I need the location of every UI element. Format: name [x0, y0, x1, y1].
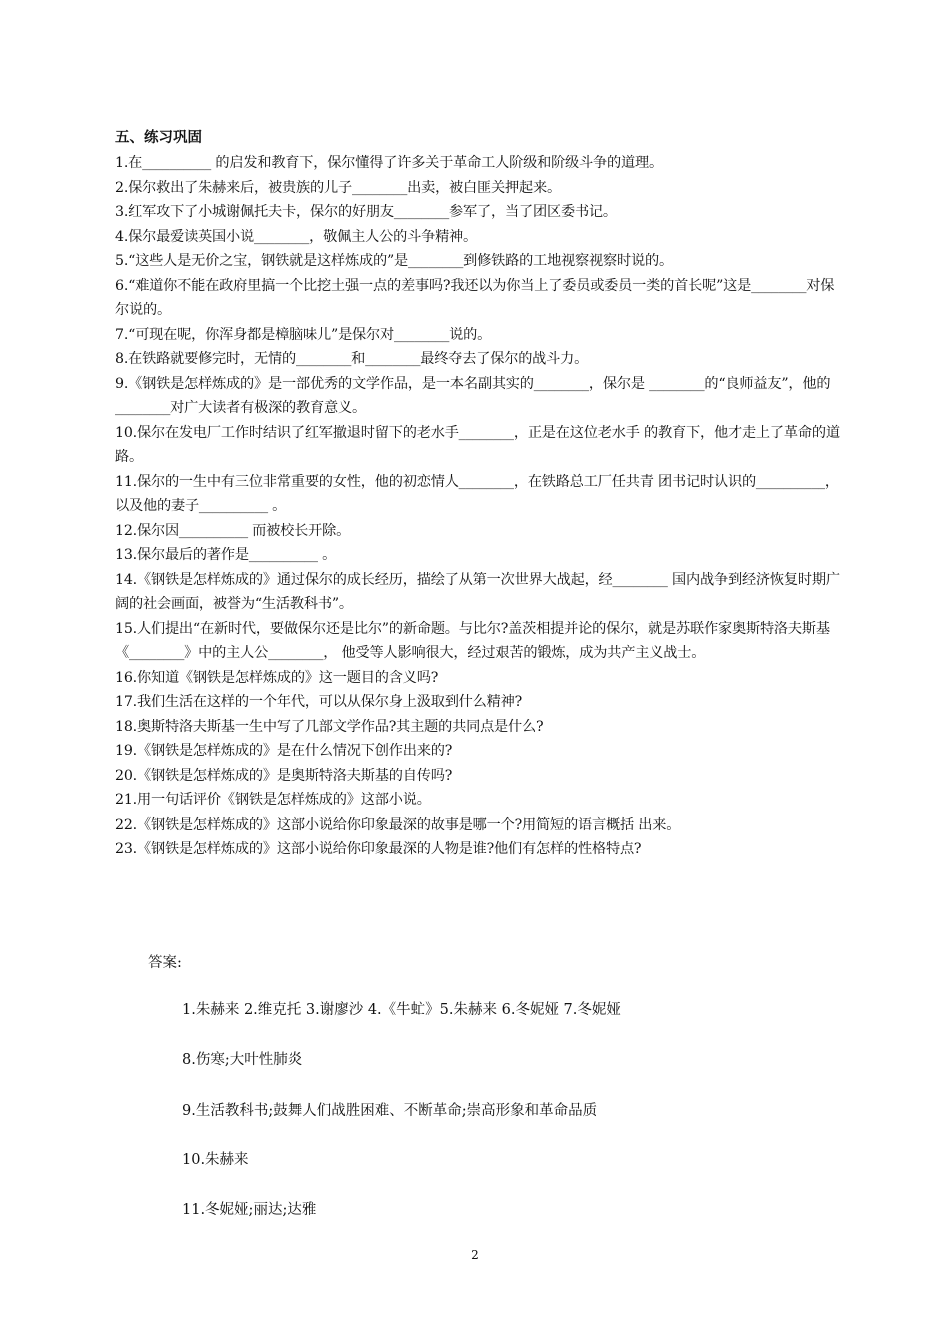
- answer-line: 10.朱赫来: [182, 1152, 249, 1168]
- question-item: 21.用一句话评价《钢铁是怎样炼成的》这部小说。: [115, 792, 431, 808]
- answer-line: 8.伤寒;大叶性肺炎: [182, 1052, 303, 1068]
- question-item: 10.保尔在发电厂工作时结识了红军撤退时留下的老水手________，正是在这位老水手 的教育下，他才走上了革命的道路。: [115, 424, 840, 465]
- question-item: 20.《钢铁是怎样炼成的》是奥斯特洛夫斯基的自传吗?: [115, 767, 453, 784]
- question-item: 12.保尔因__________ 而被校长开除。: [115, 522, 351, 539]
- question-item: 23.《钢铁是怎样炼成的》这部小说给你印象最深的人物是谁?他们有怎样的性格特点?: [115, 841, 642, 857]
- answer-line: 11.冬妮娅;丽达;达雅: [182, 1202, 317, 1218]
- section-title: 五、练习巩固: [115, 130, 202, 146]
- question-item: 16.你知道《钢铁是怎样炼成的》这一题目的含义吗?: [115, 669, 439, 686]
- question-item: 15.人们提出“在新时代，要做保尔还是比尔”的新命题。与比尔?盖茨相提并论的保尔，就是苏联作家奥斯特洛夫斯基《________》中的主人公________， 他受等人影响很大，经过艰苦的锻炼，成为共产主义战士。: [115, 620, 830, 661]
- page-number: 2: [471, 1248, 479, 1262]
- question-item: 2.保尔救出了朱赫来后，被贵族的儿子________出卖，被白匪关押起来。: [115, 179, 561, 196]
- question-item: 19.《钢铁是怎样炼成的》是在什么情况下创作出来的?: [115, 743, 453, 759]
- question-item: 5.“这些人是无价之宝，钢铁就是这样炼成的”是________到修铁路的工地视察视察时说的。: [115, 253, 673, 269]
- question-item: 13.保尔最后的著作是__________ 。: [115, 547, 337, 563]
- question-item: 14.《钢铁是怎样炼成的》通过保尔的成长经历，描绘了从第一次世界大战起，经________ 国内战争到经济恢复时期广阔的社会画面，被誉为“生活教科书”。: [115, 571, 840, 612]
- question-item: 8.在铁路就要修完时，无情的________和________最终夺去了保尔的战斗力。: [115, 351, 589, 367]
- question-item: 11.保尔的一生中有三位非常重要的女性，他的初恋情人________，在铁路总工厂任共青 团书记时认识的__________，以及他的妻子__________ 。: [115, 473, 839, 514]
- question-item: 1.在__________ 的启发和教育下，保尔懂得了许多关于革命工人阶级和阶级斗争的道理。: [115, 155, 663, 171]
- question-list: [115, 151, 845, 862]
- question-item: 17.我们生活在这样的一个年代，可以从保尔身上汲取到什么精神?: [115, 694, 523, 710]
- question-item: 22.《钢铁是怎样炼成的》这部小说给你印象最深的故事是哪一个?用简短的语言概括 出来。: [115, 816, 681, 833]
- question-item: 9.《钢铁是怎样炼成的》是一部优秀的文学作品，是一本名副其实的________，保尔是 ________的“良师益友”，他的________对广大读者有极深的教育意义。: [115, 375, 831, 416]
- question-item: 18.奥斯特洛夫斯基一生中写了几部文学作品?其主题的共同点是什么?: [115, 718, 544, 735]
- answer-line: 9.生活教科书;鼓舞人们战胜困难、不断革命;崇高形象和革命品质: [182, 1103, 598, 1119]
- question-item: 6.“难道你不能在政府里搞一个比挖土强一点的差事吗?我还以为你当上了委员或委员一类的首长呢”这是________对保尔说的。: [115, 277, 835, 318]
- answers-label: 答案:: [148, 955, 182, 971]
- question-item: 3.红军攻下了小城谢佩托夫卡，保尔的好朋友________参军了，当了团区委书记。: [115, 204, 617, 220]
- answer-line: 1.朱赫来 2.维克托 3.谢廖沙 4.《牛虻》5.朱赫来 6.冬妮娅 7.冬妮娅: [182, 1002, 621, 1018]
- question-item: 4.保尔最爱读英国小说________，敬佩主人公的斗争精神。: [115, 228, 478, 245]
- question-item: 7.“可现在呢，你浑身都是樟脑味儿”是保尔对________说的。: [115, 326, 492, 343]
